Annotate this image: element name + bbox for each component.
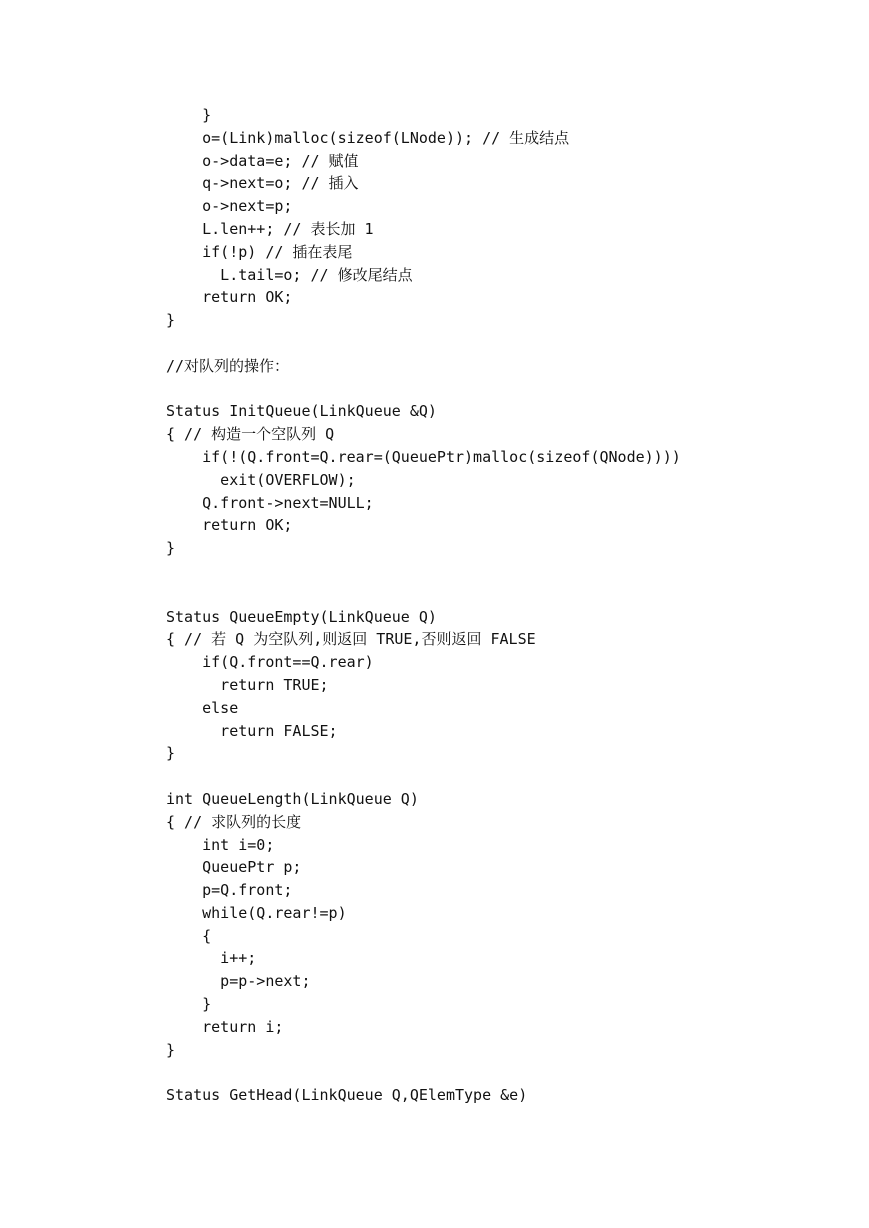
code-line: } [166,744,176,763]
function-signature-gethead: Status GetHead(LinkQueue Q,QElemType &e) [166,1086,528,1105]
code-line: int i=0; [166,835,275,854]
code-line-blank [166,332,846,355]
code-line: p=p->next; [166,972,311,991]
section-comment: //对队列的操作： [166,356,290,375]
code-line: } [166,311,176,330]
code-line: return OK; [166,516,293,535]
code-line: Q.front->next=NULL; [166,493,374,512]
code-line-blank [166,583,846,606]
code-listing [166,104,846,1107]
code-line-blank [166,378,846,401]
code-line: L.tail=o; // 修改尾结点 [166,265,413,284]
code-line: { // 若 Q 为空队列,则返回 TRUE,否则返回 FALSE [166,630,536,649]
code-line: return i; [166,1017,284,1036]
code-line: return TRUE; [166,675,329,694]
code-line: if(!p) // 插在表尾 [166,242,353,261]
code-line: o=(Link)malloc(sizeof(LNode)); // 生成结点 [166,128,570,147]
code-line: if(!(Q.front=Q.rear=(QueuePtr)malloc(sizeof(QNode)))) [166,447,681,466]
function-signature-initqueue: Status InitQueue(LinkQueue &Q) [166,402,437,421]
code-line: while(Q.rear!=p) [166,903,347,922]
code-line: { // 求队列的长度 [166,812,302,831]
code-line: L.len++; // 表长加 1 [166,219,374,238]
code-line: return OK; [166,288,293,307]
code-line-blank [166,560,846,583]
code-line: { // 构造一个空队列 Q [166,425,335,444]
code-line: } [166,995,212,1014]
code-line: i++; [166,949,257,968]
code-line: if(Q.front==Q.rear) [166,653,374,672]
function-signature-queueempty: Status QueueEmpty(LinkQueue Q) [166,607,437,626]
function-signature-queuelength: int QueueLength(LinkQueue Q) [166,789,419,808]
code-line: { [166,926,212,945]
code-line-blank [166,1061,846,1084]
code-line: } [166,106,212,124]
code-line: else [166,698,239,717]
code-line: o->next=p; [166,197,293,216]
code-line: return FALSE; [166,721,338,740]
code-line: } [166,1040,176,1059]
code-line: p=Q.front; [166,881,293,900]
code-line: } [166,539,176,558]
code-line: o->data=e; // 赋值 [166,151,359,170]
code-line: QueuePtr p; [166,858,302,877]
code-line: exit(OVERFLOW); [166,470,356,489]
code-line: q->next=o; // 插入 [166,174,359,193]
code-line-blank [166,765,846,788]
